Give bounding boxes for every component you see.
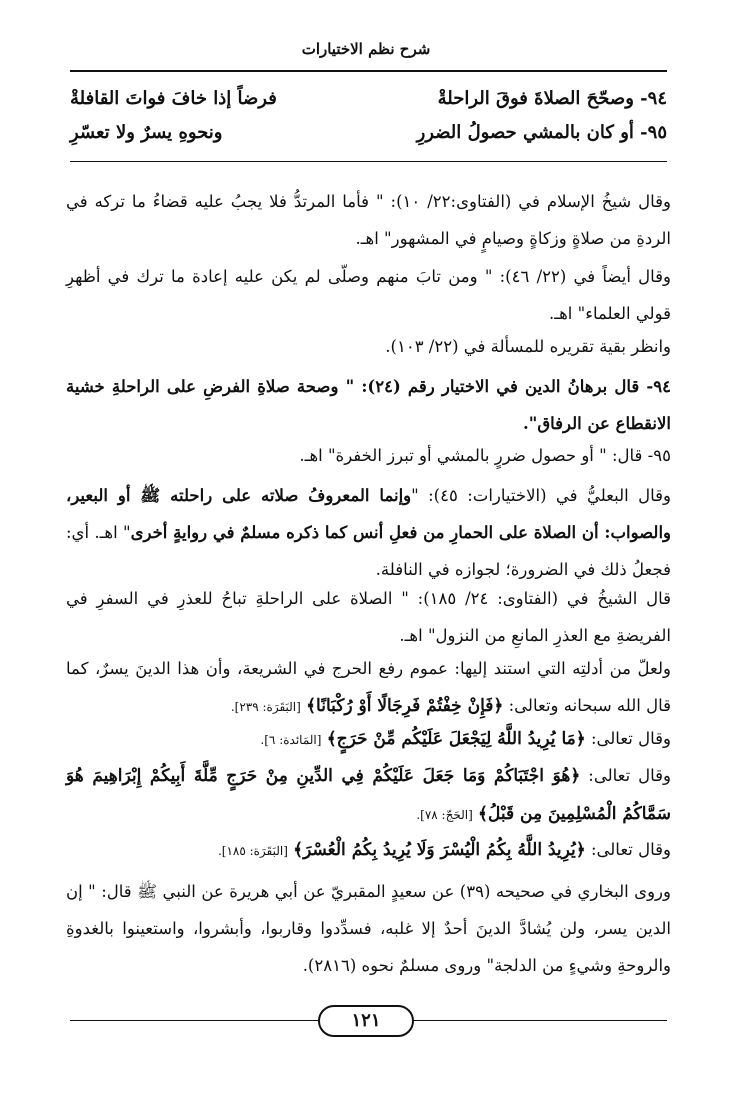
- paragraph: ٩٥- قال: " أو حصول ضررٍ بالمشي أو تبرز الخفرة" اهـ.: [299, 446, 671, 465]
- verse-text: وصحّحَ الصلاةَ فوقَ الراحلةْ: [437, 88, 634, 109]
- running-header: شرح نظم الاختيارات: [301, 40, 431, 58]
- paragraph-text: وقال تعالى:: [590, 729, 671, 748]
- quran-reference: [المَائدة: ٦].: [260, 733, 322, 747]
- quran-verse: ﴿مَا يُرِيدُ اللَّهُ لِيَجْعَلَ عَلَيْكُم مِّنْ حَرَجٍ﴾: [326, 729, 586, 749]
- header-rule: [70, 70, 667, 72]
- paragraph: [66, 650, 671, 726]
- quran-verse: ﴿يُرِيدُ اللَّهُ بِكُمُ الْيُسْرَ وَلَا يُرِيدُ بِكُمُ الْعُسْرَ﴾: [293, 840, 586, 860]
- paragraph: وانظر بقية تقريره للمسألة في (٢٢/ ١٠٣).: [385, 337, 671, 356]
- verse-second-hemistich: فرضاً إذا خافَ فواتَ القافلةْ: [70, 88, 277, 109]
- paragraph-text: وقال تعالى:: [590, 840, 671, 859]
- paragraph: وروى البخاري في صحيحه (٣٩) عن سعيدٍ المقبريّ عن أبي هريرة عن النبي ﷺ قال: " إن الدين يسر، ولن يُشادَّ الدينَ أحدٌ إلا غلبه، فسدِّدوا وقاربوا، وأبشروا، واستعينوا بالغدوةِ والروحةِ وشيءٍ من الدلجة" وروى مسلمٌ نحوه (٢٨١٦).: [66, 882, 671, 975]
- quran-reference: [البَقَرَة: ٢٣٩].: [230, 700, 301, 714]
- verse-divider: [70, 161, 667, 162]
- verse-first-hemistich: [438, 88, 667, 109]
- verse-number: ٩٤-: [640, 88, 667, 109]
- paragraph: قال الشيخُ في (الفتاوى: ٢٤/ ١٨٥): " الصلاة على الراحلةِ تباحُ للعذرِ في السفرِ في الفريضةِ مع العذرِ المانعِ من النزول" اهـ.: [66, 589, 672, 645]
- paragraph-end: " اهـ. أي: فجعلُ ذلك في الضرورة؛ لجوازه في النافلة.: [66, 523, 671, 579]
- paragraph: وقال أيضاً في (٢٢/ ٤٦): " ومن تابَ منهم وصلّى لم يكن عليه إعادة ما ترك في أظهرِ قولي العلماء" اهـ.: [66, 267, 671, 323]
- quran-verse: ﴿هُوَ اجْتَبَاكُمْ وَمَا جَعَلَ عَلَيْكُمْ فِي الدِّينِ مِنْ حَرَجٍ مِّلَّةَ أَبِيكُمْ إِبْرَاهِيمَ هُوَ سَمَّاكُمُ الْمُسْلِمِينَ مِن قَبْلُ﴾: [66, 766, 671, 824]
- verse-text: أو كان بالمشي حصولُ الضررِ: [416, 122, 634, 143]
- verse-first-hemistich: [417, 122, 667, 143]
- paragraph: [66, 720, 671, 759]
- paragraph-text: ولعلّ من أدلتِه التي استند إليها: عموم رفع الحرج في الشريعة، وأن هذا الدينَ يسرٌ، كما قال الله سبحانه وتعالى:: [66, 659, 671, 715]
- paragraph-text: وقال تعالى:: [588, 766, 671, 785]
- paragraph: [66, 831, 671, 870]
- quran-verse: ﴿فَإِنْ خِفْتُمْ فَرِجَالًا أَوْ رُكْبَانًا﴾: [306, 696, 504, 716]
- quran-reference: [الحَجّ: ٧٨].: [416, 808, 473, 822]
- verse-number: ٩٥-: [640, 122, 667, 143]
- quran-reference: [البَقَرَة: ١٨٥].: [217, 844, 288, 858]
- verse-line: [70, 122, 667, 150]
- paragraph: ٩٤- قال برهانُ الدين في الاختيار رقم (٢٤): " وصحة صلاةِ الفرضِ على الراحلةِ خشية الانقطاع عن الرفاق".: [66, 377, 671, 433]
- paragraph: وقال شيخُ الإسلام في (الفتاوى:٢٢/ ١٠): " فأما المرتدُّ فلا يجبُ عليه قضاءُ ما تركه في الردةِ من صلاةٍ وزكاةٍ وصيامٍ في المشهور" اهـ.: [66, 192, 671, 248]
- verse-line: [70, 88, 667, 116]
- paragraph: [66, 757, 671, 834]
- paragraph: [66, 477, 671, 588]
- verse-second-hemistich: ونحوهِ يسرٌ ولا تعسّرِ: [70, 122, 223, 143]
- paragraph-intro: وقال البعليُّ في (الاختيارات: ٤٥): ": [411, 486, 671, 505]
- quoted-text: وإنما المعروفُ صلاته على راحلته ﷺ أو البعير، والصواب: أن الصلاة على الحمارِ من فعلِ أنس كما ذكره مسلمٌ في روايةٍ أخرى: [66, 486, 671, 542]
- page-number: ١٢١: [318, 1005, 414, 1037]
